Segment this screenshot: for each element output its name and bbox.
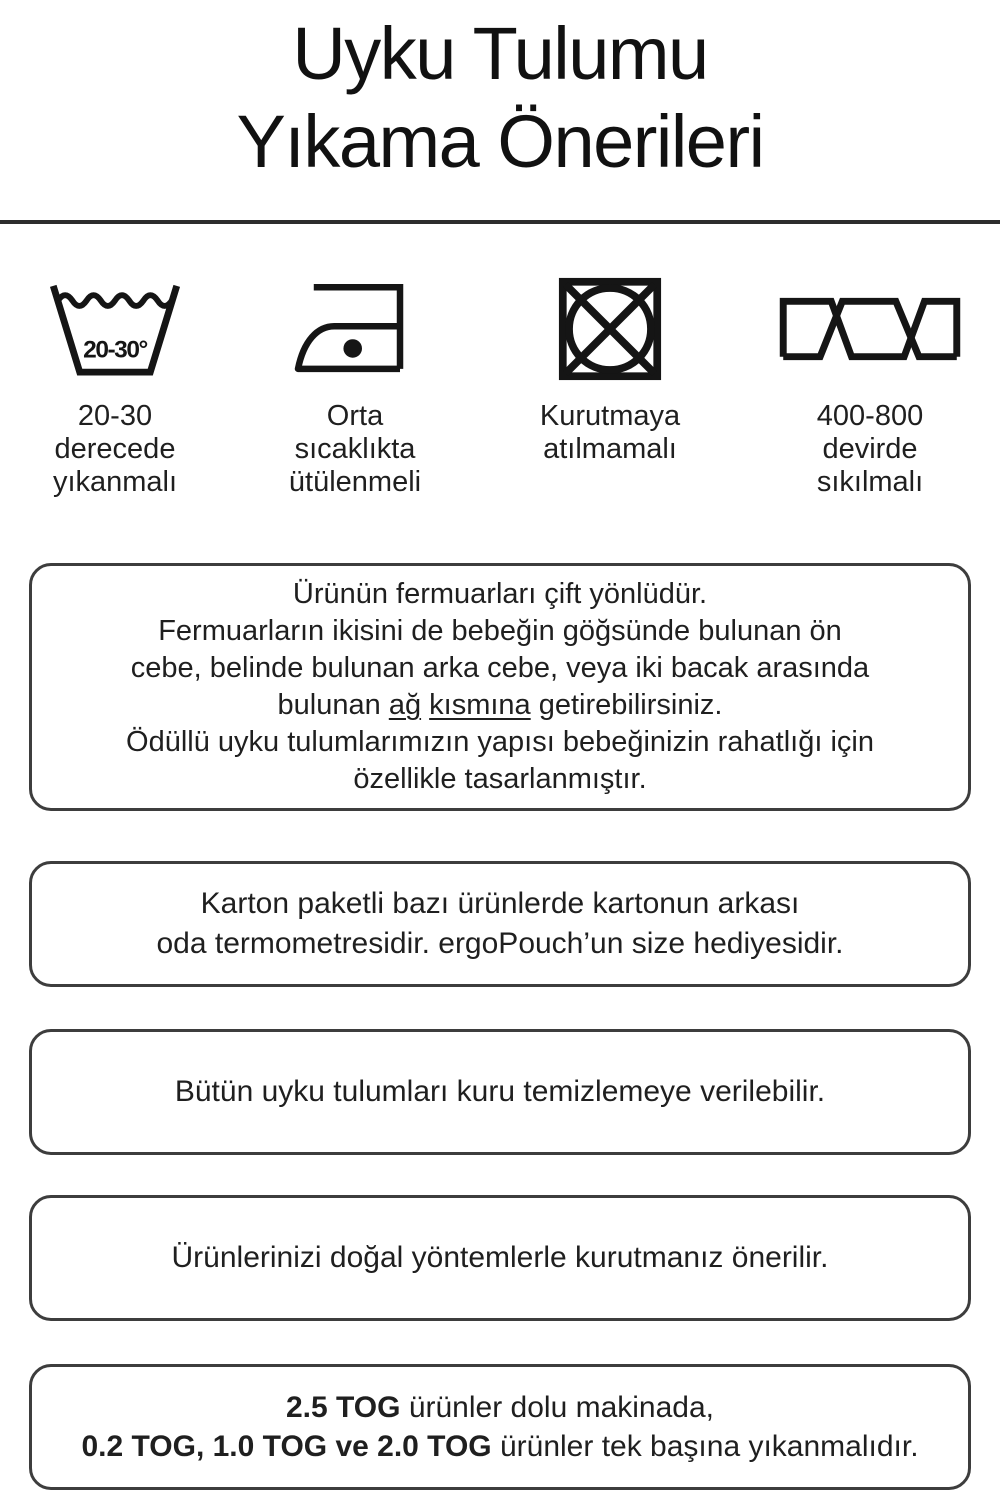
care-symbol-wash (0, 276, 230, 499)
care-symbol-iron (230, 276, 480, 499)
tog-info-line2: 0.2 TOG, 1.0 TOG ve 2.0 TOG ürünler tek başına yıkanmalıdır. (81, 1430, 919, 1463)
no-tumble-dry-label: Kurutmaya atılmamalı (539, 400, 681, 465)
wash-basin-icon-box (44, 276, 186, 382)
wring-icon (777, 293, 963, 365)
divider (0, 220, 1000, 224)
care-symbol-wring (740, 276, 1000, 499)
natural-dry-info-line1: Ürünlerinizi doğal yöntemlerle kurutmanız önerilir. (171, 1241, 829, 1274)
wash-label: 20-30 derecede yıkanmalı (52, 400, 178, 498)
underlined-ag: ağ (388, 689, 422, 721)
iron-label: Orta sıcaklıkta ütülenmeli (288, 400, 422, 498)
wring-icon-box (777, 276, 963, 382)
natural-dry-info-box (29, 1195, 971, 1321)
dry-clean-info-line1: Bütün uyku tulumları kuru temizlemeye verilebilir. (174, 1075, 826, 1108)
zipper-info-line5: Ödüllü uyku tulumlarımızın yapısı bebeğinizin rahatlığı için (126, 726, 874, 758)
care-symbols-row (0, 276, 1000, 499)
page-title-line1: Uyku Tulumu (292, 12, 708, 95)
zipper-info-line1: Ürünün fermuarları çift yönlüdür. (292, 578, 708, 610)
thermometer-info-box (29, 861, 971, 987)
dry-clean-info-box (29, 1029, 971, 1155)
page-title-line2: Yıkama Önerileri (236, 100, 764, 183)
zipper-info-line6: özellikle tasarlanmıştır. (353, 763, 647, 795)
tog-info-line1: 2.5 TOG ürünler dolu makinada, (285, 1391, 715, 1424)
do-not-tumble-dry-icon (557, 276, 663, 382)
page-title (0, 0, 1000, 186)
zipper-info-line2: Fermuarların ikisini de bebeğin göğsünde bulunan ön (158, 615, 842, 647)
iron-icon (283, 278, 428, 380)
wash-temperature-text: 20-30° (83, 336, 147, 364)
zipper-info-box (29, 563, 971, 811)
thermometer-info-line2: oda termometresidir. ergoPouch’un size hediyesidir. (156, 927, 844, 960)
zipper-info-line3: cebe, belinde bulunan arka cebe, veya iki bacak arasında (130, 652, 870, 684)
care-symbol-no-tumble-dry (480, 276, 740, 499)
iron-icon-box (283, 276, 428, 382)
wash-basin-icon (44, 280, 186, 378)
thermometer-info-line1: Karton paketli bazı ürünlerde kartonun arkası (200, 887, 800, 920)
no-tumble-dry-icon-box (557, 276, 663, 382)
underlined-kismina: kısmına (429, 689, 531, 721)
zipper-info-line4: bulunan ağ kısmına getirebilirsiniz. (277, 689, 723, 721)
wring-label: 400-800 devirde sıkılmalı (816, 400, 924, 498)
tog-wash-info-box (29, 1364, 971, 1490)
